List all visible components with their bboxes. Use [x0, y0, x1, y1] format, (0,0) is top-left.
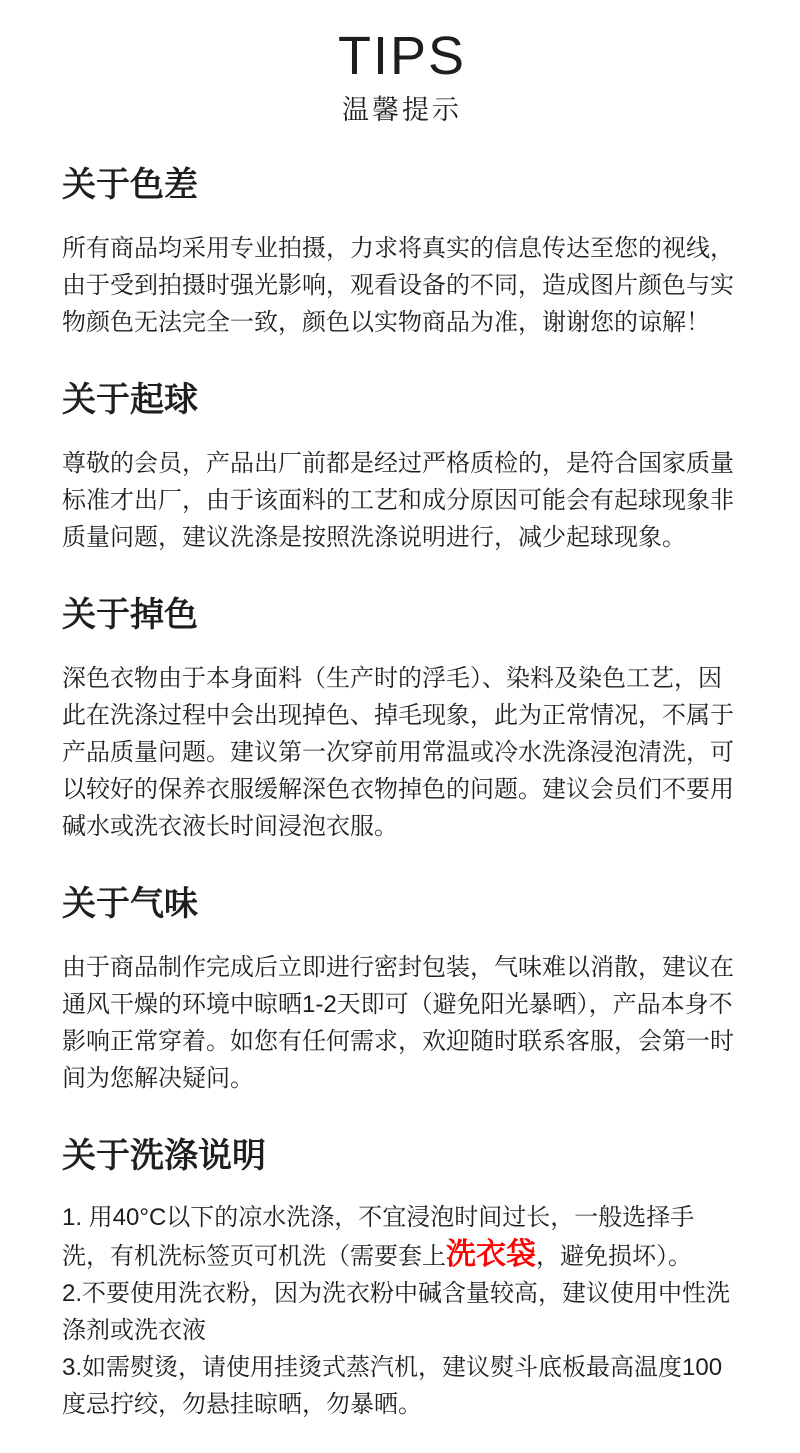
laundry-bag-highlight: 洗衣袋: [446, 1238, 536, 1271]
section-washing-instructions: [62, 1135, 742, 1423]
title-block: [62, 26, 742, 126]
paragraph-pilling: 尊敬的会员，产品出厂前都是经过严格质检的，是符合国家质量标准才出厂，由于该面料的工艺和成分原因可能会有起球现象非质量问题，建议洗涤是按照洗涤说明进行，减少起球现象。: [62, 450, 734, 551]
paragraph-fading: 深色衣物由于本身面料（生产时的浮毛）、染料及染色工艺，因此在洗涤过程中会出现掉色、掉毛现象，此为正常情况，不属于产品质量问题。建议第一次穿前用常温或冷水洗涤浸泡清洗，可以较好的保养衣服缓解深色衣物掉色的问题。建议会员们不要用碱水或洗衣液长时间浸泡衣服。: [62, 665, 734, 840]
washing-instruction-list: [62, 1199, 742, 1423]
heading-odor: 关于气味: [62, 885, 198, 923]
page-title: TIPS: [337, 26, 467, 86]
section-odor: [62, 883, 742, 1097]
washing-item-3: 3.如需熨烫，请使用挂烫式蒸汽机，建议熨斗底板最高温度100度忌拧绞，勿悬挂晾晒，勿暴晒。: [62, 1354, 723, 1418]
paragraph-odor: 由于商品制作完成后立即进行密封包装，气味难以消散，建议在通风干燥的环境中晾晒1-2天即可（避免阳光暴晒），产品本身不影响正常穿着。如您有任何需求，欢迎随时联系客服，会第一时间为您解决疑问。: [62, 954, 734, 1092]
washing-item-1-text: 1. 用40°C以下的凉水洗涤，不宜浸泡时间过长，一般选择手洗，有机洗标签页可机洗（需要套上: [62, 1204, 695, 1270]
heading-washing-instructions: 关于洗涤说明: [62, 1137, 266, 1175]
paragraph-color-difference: 所有商品均采用专业拍摄，力求将真实的信息传达至您的视线，由于受到拍摄时强光影响，观看设备的不同，造成图片颜色与实物颜色无法完全一致，颜色以实物商品为准，谢谢您的谅解！: [62, 235, 734, 336]
washing-item-1: [62, 1199, 742, 1275]
washing-item-2: 2.不要使用洗衣粉，因为洗衣粉中碱含量较高，建议使用中性洗涤剂或洗衣液: [62, 1280, 731, 1344]
heading-fading: 关于掉色: [62, 596, 198, 634]
section-pilling: [62, 379, 742, 556]
heading-pilling: 关于起球: [62, 381, 198, 419]
heading-color-difference: 关于色差: [62, 166, 198, 204]
section-fading: [62, 594, 742, 845]
page-subtitle: 温馨提示: [342, 95, 462, 125]
section-color-difference: [62, 164, 742, 341]
washing-item-1-text-after: ，避免损坏）。: [536, 1243, 692, 1270]
